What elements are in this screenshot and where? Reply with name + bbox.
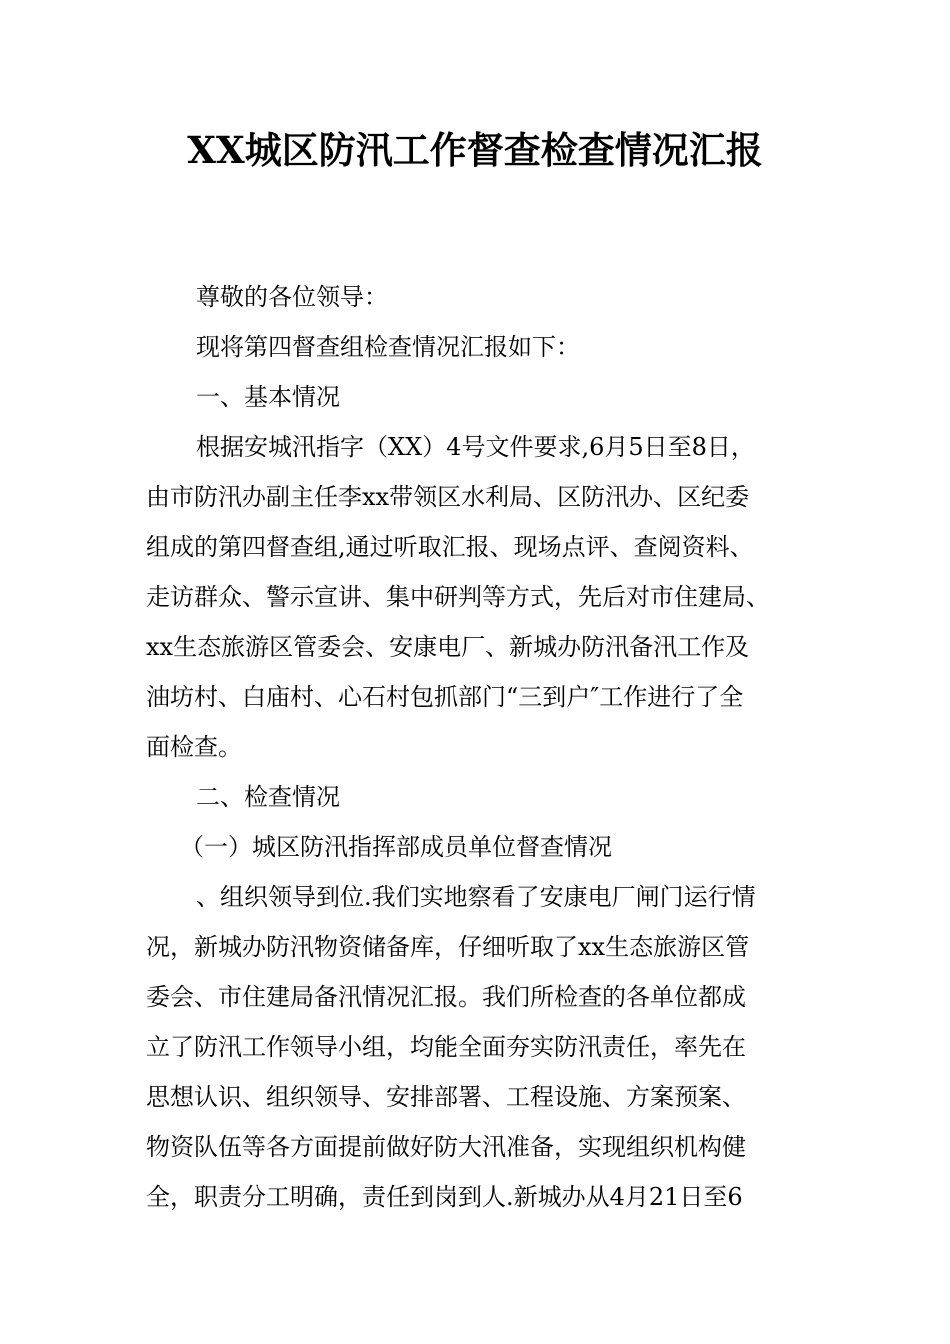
document-title: XX城区防汛工作督查检查情况汇报 <box>187 128 763 172</box>
paragraph-line: 由市防汛办副主任李xx带领区水利局、区防汛办、区纪委 <box>146 483 750 511</box>
subsection1-heading <box>146 822 806 872</box>
document-body <box>146 272 806 1222</box>
paragraph-line: 组成的第四督查组,通过听取汇报、现场点评、查阅资料、 <box>146 533 754 561</box>
greeting-text: 尊敬的各位领导： <box>196 283 388 311</box>
paragraph-line: 全，职责分工明确，责任到岗到人.新城办从4月21日至6 <box>146 1183 743 1211</box>
paragraph-line: 思想认识、组织领导、安排部署、工程设施、方案预案、 <box>146 1083 746 1111</box>
subsection-heading-text: （一）城区防汛指挥部成员单位督查情况 <box>180 833 612 861</box>
paragraph-line: 委会、市住建局备汛情况汇报。我们所检查的各单位都成 <box>146 983 746 1011</box>
section-heading-text: 二、检查情况 <box>196 783 340 811</box>
section1-paragraph <box>146 422 806 772</box>
paragraph-line: 根据安城汛指字（XX）4号文件要求,6月5日至8日， <box>196 433 755 461</box>
greeting-paragraph <box>146 272 806 322</box>
section-heading-text: 一、基本情况 <box>196 383 340 411</box>
paragraph-line: 油坊村、白庙村、心石村包抓部门“三到户″工作进行了全 <box>146 683 744 711</box>
paragraph-line: 走访群众、警示宣讲、集中研判等方式，先后对市住建局、 <box>146 583 770 611</box>
section2-heading <box>146 772 806 822</box>
paragraph-line: 物资队伍等各方面提前做好防大汛准备，实现组织机构健 <box>146 1133 746 1161</box>
paragraph-line: 面检查。 <box>146 733 242 761</box>
paragraph-line: xx生态旅游区管委会、安康电厂、新城办防汛备汛工作及 <box>146 633 750 661</box>
intro-text: 现将第四督查组检查情况汇报如下： <box>196 333 580 361</box>
paragraph-line: 立了防汛工作领导小组，均能全面夯实防汛责任，率先在 <box>146 1033 746 1061</box>
paragraph-line: 况，新城办防汛物资储备库，仔细听取了xx生态旅游区管 <box>146 933 750 961</box>
paragraph-line: 、组织领导到位.我们实地察看了安康电厂闸门运行情 <box>196 883 756 911</box>
intro-paragraph <box>146 322 806 372</box>
section1-heading <box>146 372 806 422</box>
subsection1-paragraph <box>146 872 806 1222</box>
